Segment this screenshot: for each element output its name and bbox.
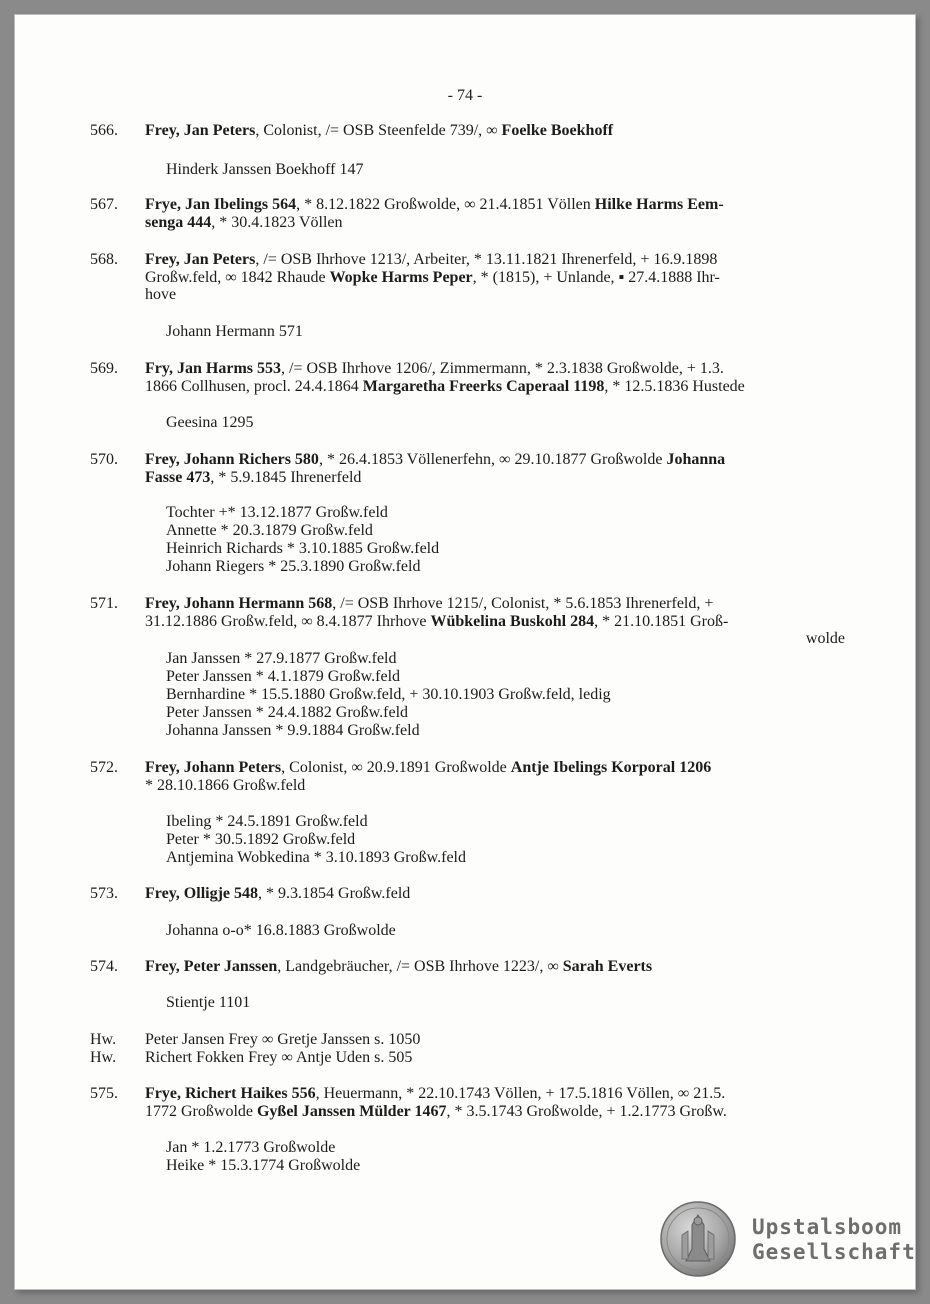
- child-item: Peter Janssen * 24.4.1882 Großw.feld: [166, 704, 409, 721]
- person-name: Frey, Johann Peters: [145, 759, 282, 776]
- child-item: Bernhardine * 15.5.1880 Großw.feld, + 30.10.1903 Großw.feld, ledig: [166, 686, 611, 703]
- children-list: [166, 994, 846, 1012]
- children-list: [166, 813, 846, 867]
- entry-number: 572.: [90, 759, 118, 776]
- child-item: Antjemina Wobkedina * 3.10.1893 Großw.feld: [166, 849, 466, 866]
- children-list: [166, 414, 846, 432]
- child-item: Jan * 1.2.1773 Großwolde: [166, 1139, 336, 1156]
- spouse-name-cont: Fasse 473: [145, 468, 211, 486]
- child-item: Tochter +* 13.12.1877 Großw.feld: [166, 504, 388, 521]
- spouse-name: Margaretha Freerks Caperaal 1198: [362, 377, 605, 395]
- logo-line-1: Upstalsboom: [752, 1215, 903, 1239]
- entry-text: Großw.feld, ∞ 1842 Rhaude: [145, 268, 330, 286]
- entry-text: 1772 Großwolde: [145, 1102, 257, 1120]
- children-list: [166, 922, 846, 940]
- children-list: [166, 504, 846, 576]
- entry-text: , * 12.5.1836 Hustede: [604, 377, 745, 395]
- person-name: Fry, Jan Harms 553: [145, 360, 281, 377]
- entry-text: , * (1815), + Unlande, ▪ 27.4.1888 Ihr-: [472, 268, 720, 286]
- children-list: [166, 1139, 846, 1175]
- person-name: Frye, Jan Ibelings 564: [145, 196, 297, 213]
- entry-text: , Heuermann, * 22.10.1743 Völlen, + 17.5.1816 Völlen, ∞ 21.5.: [315, 1085, 726, 1102]
- person-name: Frey, Jan Peters: [145, 251, 256, 268]
- spouse-name: Wopke Harms Peper: [329, 268, 473, 286]
- child-item: Heike * 15.3.1774 Großwolde: [166, 1157, 361, 1174]
- entry-text: hove: [145, 286, 177, 303]
- entry-number: 569.: [90, 360, 118, 377]
- entry-text: , * 26.4.1853 Völlenerfehn, ∞ 29.10.1877 Großwolde: [318, 451, 667, 468]
- child-item: Johanna o-o* 16.8.1883 Großwolde: [166, 922, 396, 939]
- entry-text: , Colonist, /= OSB Steenfelde 739/, ∞: [255, 122, 502, 139]
- hw-text: Richert Fokken Frey ∞ Antje Uden s. 505: [145, 1049, 413, 1066]
- entry-text: wolde: [805, 630, 845, 647]
- entry-text: , * 30.4.1823 Völlen: [211, 213, 343, 231]
- page-number: - 74 -: [447, 87, 483, 104]
- entry-text: , * 9.3.1854 Großw.feld: [258, 885, 411, 902]
- society-logo-text: [752, 1215, 916, 1265]
- entry-number: 566.: [90, 122, 118, 139]
- child-item: Hinderk Janssen Boekhoff 147: [166, 161, 364, 178]
- entry-number: 574.: [90, 958, 118, 975]
- entry-text: , Colonist, ∞ 20.9.1891 Großwolde: [281, 759, 511, 776]
- child-item: Geesina 1295: [166, 414, 254, 431]
- spouse-name: Foelke Boekhoff: [501, 122, 614, 139]
- entry-number: 570.: [90, 451, 118, 468]
- child-item: Jan Janssen * 27.9.1877 Großw.feld: [166, 650, 397, 667]
- entry-number: 575.: [90, 1085, 118, 1102]
- spouse-name-cont: senga 444: [145, 213, 212, 231]
- entry-text: , /= OSB Ihrhove 1206/, Zimmermann, * 2.3.1838 Großwolde, + 1.3.: [281, 360, 724, 377]
- person-name: Frey, Peter Janssen: [145, 958, 278, 975]
- spouse-name: Wübkelina Buskohl 284: [430, 612, 595, 630]
- entry-text: 31.12.1886 Großw.feld, ∞ 8.4.1877 Ihrhove: [145, 612, 431, 630]
- entry-text: , /= OSB Ihrhove 1213/, Arbeiter, * 13.11.1821 Ihrenerfeld, + 16.9.1898: [255, 251, 718, 268]
- children-list: [166, 323, 846, 341]
- child-item: Peter Janssen * 4.1.1879 Großw.feld: [166, 668, 401, 685]
- entry-text: 1866 Collhusen, procl. 24.4.1864: [145, 377, 363, 395]
- child-item: Peter * 30.5.1892 Großw.feld: [166, 831, 356, 848]
- entry-number: 568.: [90, 251, 118, 268]
- child-item: Johann Riegers * 25.3.1890 Großw.feld: [166, 558, 421, 575]
- children-list: [166, 650, 846, 740]
- entry-number: 567.: [90, 196, 118, 213]
- child-item: Stientje 1101: [166, 994, 251, 1011]
- person-name: Frey, Johann Richers 580: [145, 451, 319, 468]
- child-item: Heinrich Richards * 3.10.1885 Großw.feld: [166, 540, 440, 557]
- child-item: Johanna Janssen * 9.9.1884 Großw.feld: [166, 722, 420, 739]
- hw-label: Hw.: [90, 1049, 117, 1066]
- child-item: Ibeling * 24.5.1891 Großw.feld: [166, 813, 368, 830]
- person-name: Frey, Jan Peters: [145, 122, 256, 139]
- entry-text: , /= OSB Ihrhove 1215/, Colonist, * 5.6.1853 Ihrenerfeld, +: [332, 595, 714, 612]
- entry-text: , * 8.12.1822 Großwolde, ∞ 21.4.1851 Völlen: [296, 196, 595, 213]
- entry-text: * 28.10.1866 Großw.feld: [145, 776, 306, 794]
- entry-text: , * 3.5.1743 Großwolde, + 1.2.1773 Großw.: [446, 1102, 727, 1120]
- children-list: [166, 161, 846, 179]
- hw-label: Hw.: [90, 1031, 117, 1048]
- spouse-name: Sarah Everts: [562, 958, 653, 975]
- spouse-name: Antje Ibelings Korporal 1206: [510, 759, 712, 776]
- entry-text: , * 5.9.1845 Ihrenerfeld: [210, 468, 362, 486]
- entry-text: , * 21.10.1851 Groß-: [594, 612, 729, 630]
- person-name: Frey, Johann Hermann 568: [145, 595, 333, 612]
- entry-text: , Landgebräucher, /= OSB Ihrhove 1223/, ∞: [277, 958, 563, 975]
- spouse-name: Gyßel Janssen Mülder 1467: [256, 1102, 447, 1120]
- seal-logo-icon: [660, 1201, 736, 1277]
- spouse-name: Hilke Harms Eem-: [594, 196, 724, 213]
- person-name: Frey, Olligje 548: [145, 885, 259, 902]
- spouse-name: Johanna: [666, 451, 726, 468]
- child-item: Annette * 20.3.1879 Großw.feld: [166, 522, 373, 539]
- person-name: Frye, Richert Haikes 556: [145, 1085, 316, 1102]
- entry-number: 573.: [90, 885, 118, 902]
- hw-text: Peter Jansen Frey ∞ Gretje Janssen s. 1050: [145, 1031, 421, 1048]
- entry-number: 571.: [90, 595, 118, 612]
- child-item: Johann Hermann 571: [166, 323, 303, 340]
- logo-line-2: Gesellschaft: [752, 1240, 916, 1264]
